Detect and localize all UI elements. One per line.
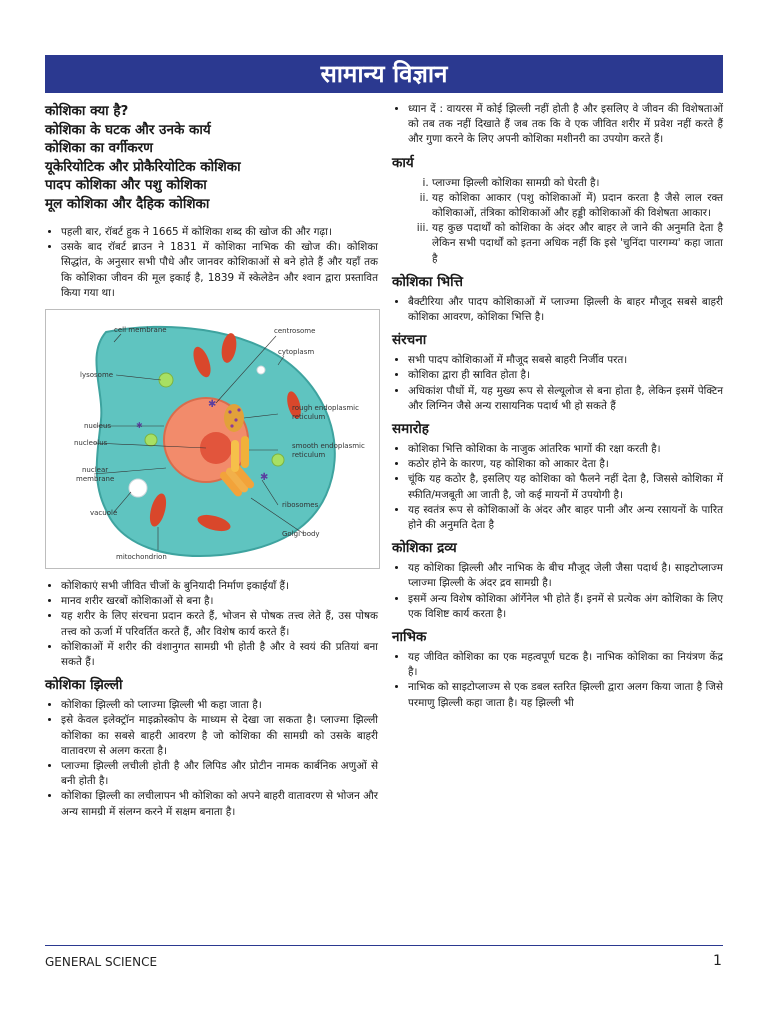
list-item: • कोशिका झिल्ली का लचीलापन भी कोशिका को अपने बाहरी वातावरण से भोजन और अन्य सामग्री में संलग्न करने में सक्षम बनाता है।	[61, 789, 378, 819]
list-item: • प्लाज्मा झिल्ली लचीली होती है और लिपिड और प्रोटीन नामक कार्बनिक अणुओं से बनी होती है।	[61, 759, 378, 789]
animal-cell-diagram	[45, 309, 380, 569]
list-item: • कोशिका भित्ति कोशिका के नाजुक आंतरिक भागों की रक्षा करती है।	[408, 442, 723, 457]
list-item: • कोशिका झिल्ली को प्लाज्मा झिल्ली भी कहा जाता है।	[61, 698, 378, 713]
ribosome-mark: ✱	[260, 472, 269, 484]
list-item: • बैक्टीरिया और पादप कोशिकाओं में प्लाज्मा झिल्ली के बाहर मौजूद सबसे बाहरी कोशिका आवरण, कोशिका भित्ति है।	[408, 295, 723, 325]
topic-line: कोशिका क्या है?	[45, 103, 129, 119]
label-rough-er: reticulum	[292, 413, 326, 422]
list-item: • यह स्वतंत्र रूप से कोशिकाओं के अंदर और बाहर पानी और अन्य रसायनों के पारित होने की अनुमति देता है	[408, 503, 723, 533]
list-item: • कठोर होने के कारण, यह कोशिका को आकार देता है।	[408, 457, 723, 472]
lysosome-shape	[272, 454, 284, 466]
list-item: • कोशिका द्वारा ही स्रावित होता है।	[408, 368, 723, 383]
label-cytoplasm: cytoplasm	[278, 348, 315, 357]
cell-membrane-list	[45, 698, 378, 820]
section-heading-cytoplasm: कोशिका द्रव्य	[392, 540, 457, 557]
section-heading-function: कार्य	[392, 154, 414, 171]
vacuole-shape	[129, 479, 147, 497]
rough-er-shape	[224, 404, 244, 432]
cell-facts-list	[45, 579, 378, 670]
section-heading-structure: संरचना	[392, 332, 427, 349]
lysosome-shape	[159, 373, 173, 387]
structure-list	[392, 353, 723, 414]
list-item: ii. यह कोशिका आकार (पशु कोशिकाओं में) प्रदान करता है जैसे लाल रक्त कोशिकाओं, तंत्रिका कोशिकाओं और हड्डी कोशिकाओं की विशेषता आकार।	[432, 191, 723, 221]
section-heading-cell-membrane: कोशिका झिल्ली	[45, 677, 123, 694]
page-number: 1	[713, 953, 722, 969]
footer-subject: GENERAL SCIENCE	[45, 955, 158, 969]
label-rough-er: rough endoplasmic	[292, 404, 359, 413]
label-nucleolus: nucleolus	[74, 439, 108, 448]
label-smooth-er: smooth endoplasmic	[292, 442, 365, 451]
intro-list	[45, 225, 378, 301]
list-item: • इसे केवल इलेक्ट्रॉन माइक्रोस्कोप के माध्यम से देखा जा सकता है। प्लाज्मा झिल्ली कोशिका का सबसे बाहरी आवरण है जो कोशिका की सामग्री को उसके बाहरी वातावरण से अलग करता है।	[61, 713, 378, 759]
ribosome-mark: ✱	[136, 421, 143, 431]
list-item: • अधिकांश पौधों में, यह मुख्य रूप से सेल्यूलोज से बना होता है, लेकिन इसमें पेक्टिन और लिग्निन जैसे अन्य रासायनिक पदार्थ भी हो सकते हैं	[408, 384, 723, 414]
section-heading-nucleus: नाभिक	[392, 629, 427, 646]
footer-divider	[45, 945, 723, 946]
lysosome-shape	[145, 434, 157, 446]
list-item: • यह जीवित कोशिका का एक महत्वपूर्ण घटक है। नाभिक कोशिका का नियंत्रण केंद्र है।	[408, 650, 723, 680]
list-item: • उसके बाद रॉबर्ट ब्राउन ने 1831 में कोशिका नाभिक की खोज की। कोशिका सिद्धांत, के अनुसार सभी पौधे और जानवर कोशिकाओं से बने होते हैं और यहाँ तक कि कोशिका जीवन की मूल इकाई है, 1839 में स्केलेडेन और श्वान द्वारा प्रस्तावित किया गया था।	[61, 240, 378, 301]
list-item: • कोशिकाओं में शरीर की वंशानुगत सामग्री भी होती है और वे स्वयं की प्रतियां बना सकते हैं।	[61, 640, 378, 670]
topic-line: यूकेरियोटिक और प्रोकैरियोटिक कोशिका	[45, 158, 241, 175]
label-nuclear-membrane: membrane	[76, 475, 115, 484]
left-column	[45, 102, 378, 820]
list-item: • पहली बार, रॉबर्ट हुक ने 1665 में कोशिका शब्द की खोज की और गढ़ा।	[61, 225, 378, 240]
label-smooth-er: reticulum	[292, 451, 326, 460]
label-mitochondrion: mitochondrion	[116, 553, 167, 562]
topic-line: कोशिका के घटक और उनके कार्य	[45, 121, 211, 138]
label-centrosome: centrosome	[274, 327, 316, 336]
function-list	[392, 176, 723, 267]
label-golgi-body: Golgi body	[282, 530, 320, 539]
ceremony-list	[392, 442, 723, 533]
list-item: • नाभिक को साइटोप्लाज्म से एक डबल स्तरित झिल्ली द्वारा अलग किया जाता है जिसे परमाणु झिल्ली कहा जाता है। यह झिल्ली भी	[408, 680, 723, 710]
centrosome-mark: ✱	[208, 399, 217, 411]
nucleus-list	[392, 650, 723, 711]
list-item: • कोशिकाएं सभी जीवित चीजों के बुनियादी निर्माण इकाईयाँ हैं।	[61, 579, 378, 594]
section-heading-cell-wall: कोशिका भित्ति	[392, 273, 463, 290]
right-column	[392, 102, 723, 711]
list-item: iii. यह कुछ पदार्थों को कोशिका के अंदर और बाहर ले जाने की अनुमति देता है लेकिन सभी पदार्थों को इतना अधिक नहीं कि इसे 'चुनिंदा पारगम्य' कहा जाता है	[432, 221, 723, 267]
cytoplasm-list	[392, 561, 723, 622]
label-nuclear-membrane: nuclear	[82, 466, 109, 475]
label-ribosomes: ribosomes	[282, 501, 319, 510]
label-cell-membrane: cell membrane	[114, 326, 167, 335]
vacuole-shape	[257, 366, 265, 374]
list-item: • यह शरीर के लिए संरचना प्रदान करते हैं, भोजन से पोषक तत्त्व लेते हैं, उस पोषक तत्त्व को ऊर्जा में परिवर्तित करते हैं, और विशेष कार्य करते हैं।	[61, 609, 378, 639]
list-item: i. प्लाज्मा झिल्ली कोशिका सामग्री को घेरती है।	[432, 176, 723, 191]
note-item: • ध्यान दें : वायरस में कोई झिल्ली नहीं होती है और इसलिए वे जीवन की विशेषताओं को तब तक नहीं दिखाते हैं जब तक कि वे एक जीवित शरीर में प्रवेश नहीं करते हैं और गुणा करने के लिए अपनी कोशिका मशीनरी का उपयोग करते हैं।	[408, 102, 723, 148]
topic-line: मूल कोशिका और दैहिक कोशिका	[45, 195, 210, 212]
topic-line: पादप कोशिका और पशु कोशिका	[45, 177, 207, 193]
label-nucleus: nucleus	[84, 422, 112, 431]
list-item: • यह कोशिका झिल्ली और नाभिक के बीच मौजूद जेली जैसा पदार्थ है। साइटोप्लाज्म प्लाज्मा झिल्ली के अंदर द्रव सामग्री है।	[408, 561, 723, 591]
note-list	[392, 102, 723, 148]
page-title-banner: सामान्य विज्ञान	[45, 55, 723, 93]
label-lysosome: lysosome	[80, 371, 114, 380]
list-item: • मानव शरीर खरबों कोशिकाओं से बना है।	[61, 594, 378, 609]
list-item: • चूंकि यह कठोर है, इसलिए यह कोशिका को फैलने नहीं देता है, जिससे कोशिका में स्फीति/मजबूती आ जाती है, जो कई मायनों में उपयोगी है।	[408, 472, 723, 502]
list-item: • इसमें अन्य विशेष कोशिका ऑर्गेनेल भी होते हैं। इनमें से प्रत्येक अंग कोशिका के लिए एक विशिष्ट कार्य करता है।	[408, 592, 723, 622]
cell-wall-list	[392, 295, 723, 325]
topic-list	[45, 102, 378, 213]
section-heading-ceremony: समारोह	[392, 421, 429, 438]
label-vacuole: vacuole	[90, 509, 118, 518]
list-item: • सभी पादप कोशिकाओं में मौजूद सबसे बाहरी निर्जीव परत।	[408, 353, 723, 368]
topic-line: कोशिका का वर्गीकरण	[45, 140, 153, 156]
